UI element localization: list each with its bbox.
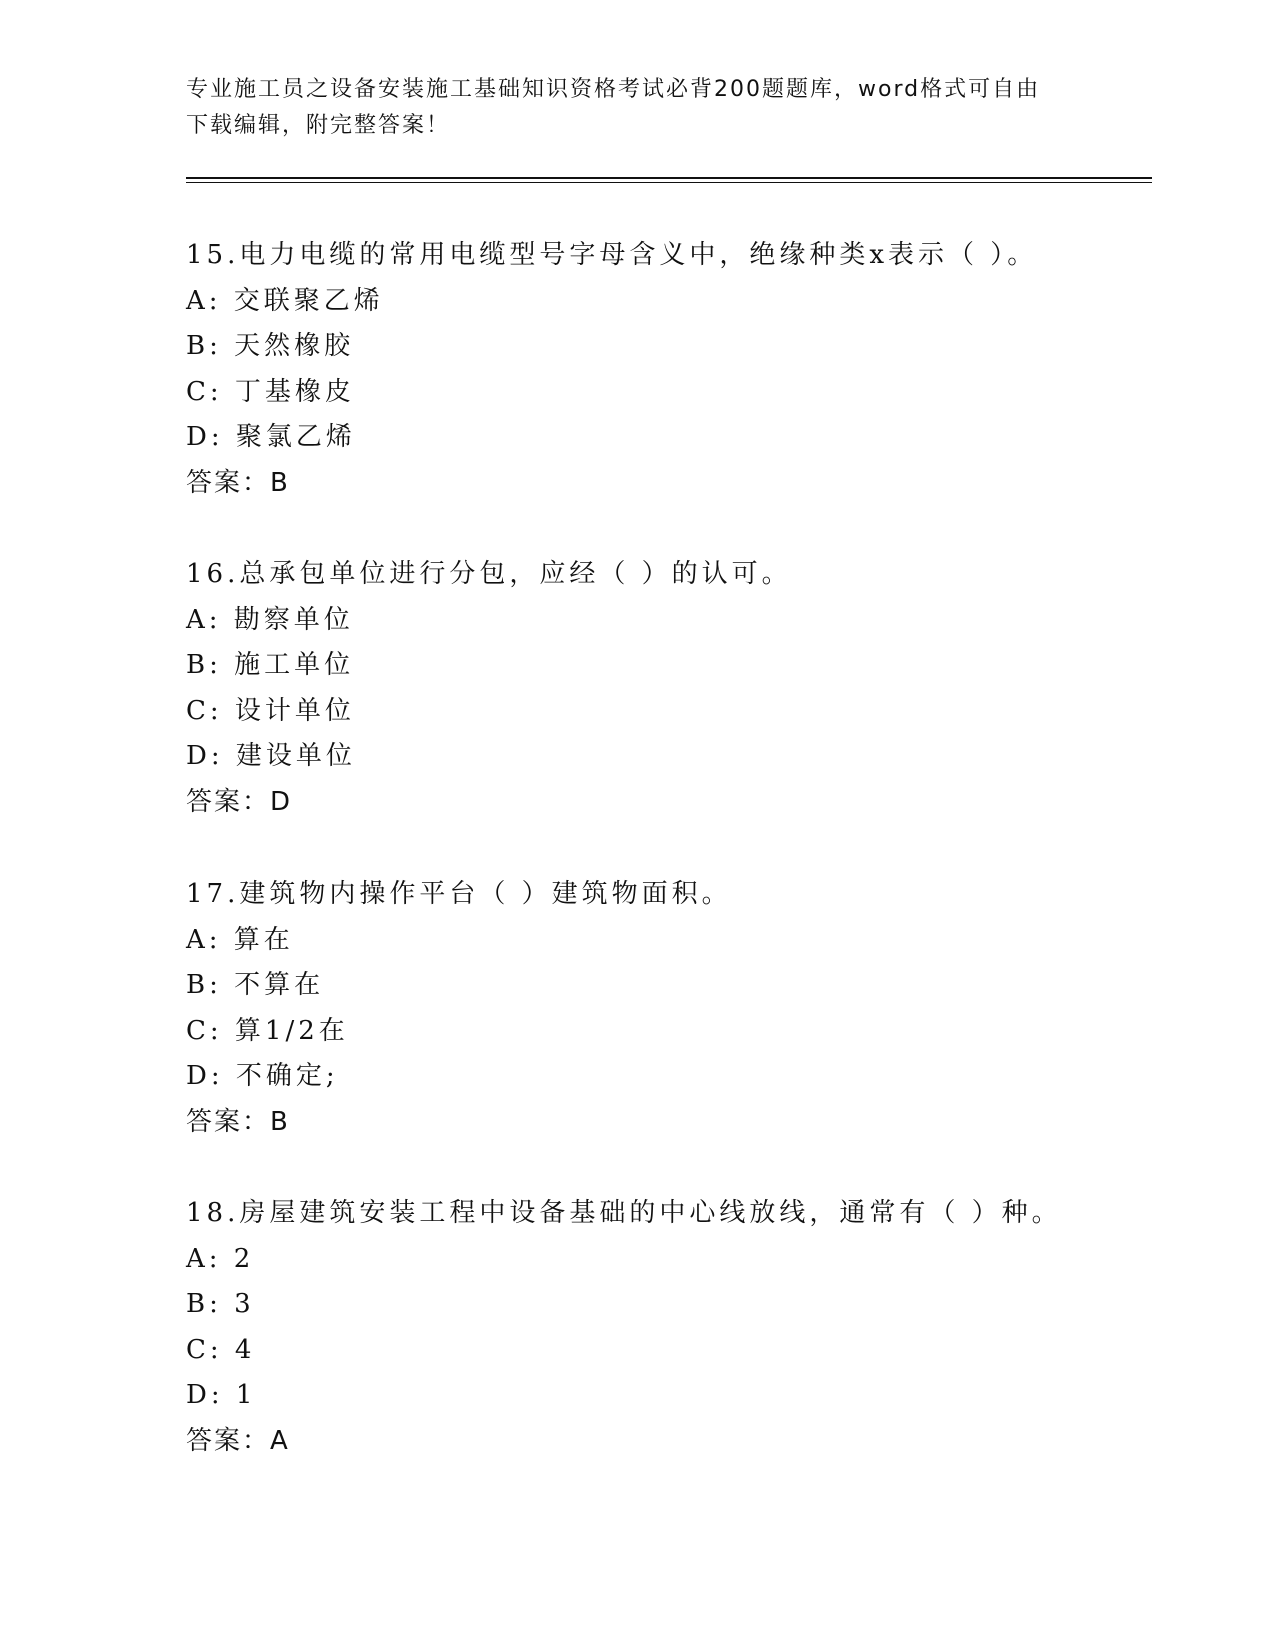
option-c: C: 丁基橡皮 xyxy=(186,376,355,407)
option-b: B: 3 xyxy=(186,1289,255,1319)
header-divider-thick xyxy=(186,177,1152,179)
question-16 xyxy=(186,552,1152,825)
option-c: C: 设计单位 xyxy=(186,695,355,726)
option-b: B: 天然橡胶 xyxy=(186,331,355,361)
question-stem: 17.建筑物内操作平台（ ）建筑物面积。 xyxy=(186,879,732,909)
option-a: A: 勘察单位 xyxy=(186,604,354,635)
document-header xyxy=(186,72,1066,144)
option-d: D: 聚氯乙烯 xyxy=(186,422,356,452)
option-a: A: 2 xyxy=(186,1243,255,1274)
header-line-2: 下载编辑，附完整答案！ xyxy=(186,113,451,138)
option-d: D: 建设单位 xyxy=(186,741,356,771)
question-stem: 16.总承包单位进行分包，应经（ ）的认可。 xyxy=(186,559,792,589)
question-stem: 18.房屋建筑安装工程中设备基础的中心线放线，通常有（ ）种。 xyxy=(186,1198,1062,1228)
answer-line: 答案：B xyxy=(186,1106,290,1137)
question-stem: 15.电力电缆的常用电缆型号字母含义中，绝缘种类x表示（ ）。 xyxy=(186,240,1038,270)
question-18 xyxy=(186,1191,1152,1464)
question-15 xyxy=(186,233,1152,506)
option-a: A: 交联聚乙烯 xyxy=(186,285,384,316)
option-d: D: 1 xyxy=(186,1380,257,1410)
option-c: C: 4 xyxy=(186,1334,256,1365)
answer-line: 答案：D xyxy=(186,786,293,817)
answer-line: 答案：A xyxy=(186,1425,290,1456)
header-divider-thin xyxy=(186,182,1152,183)
option-a: A: 算在 xyxy=(186,924,294,955)
answer-line: 答案：B xyxy=(186,467,290,498)
header-line-1: 专业施工员之设备安装施工基础知识资格考试必背200题题库，word格式可自由 xyxy=(186,77,1041,102)
option-d: D: 不确定; xyxy=(186,1061,339,1091)
question-17 xyxy=(186,872,1152,1145)
option-b: B: 施工单位 xyxy=(186,650,355,680)
option-b: B: 不算在 xyxy=(186,970,325,1000)
option-c: C: 算1/2在 xyxy=(186,1015,349,1046)
